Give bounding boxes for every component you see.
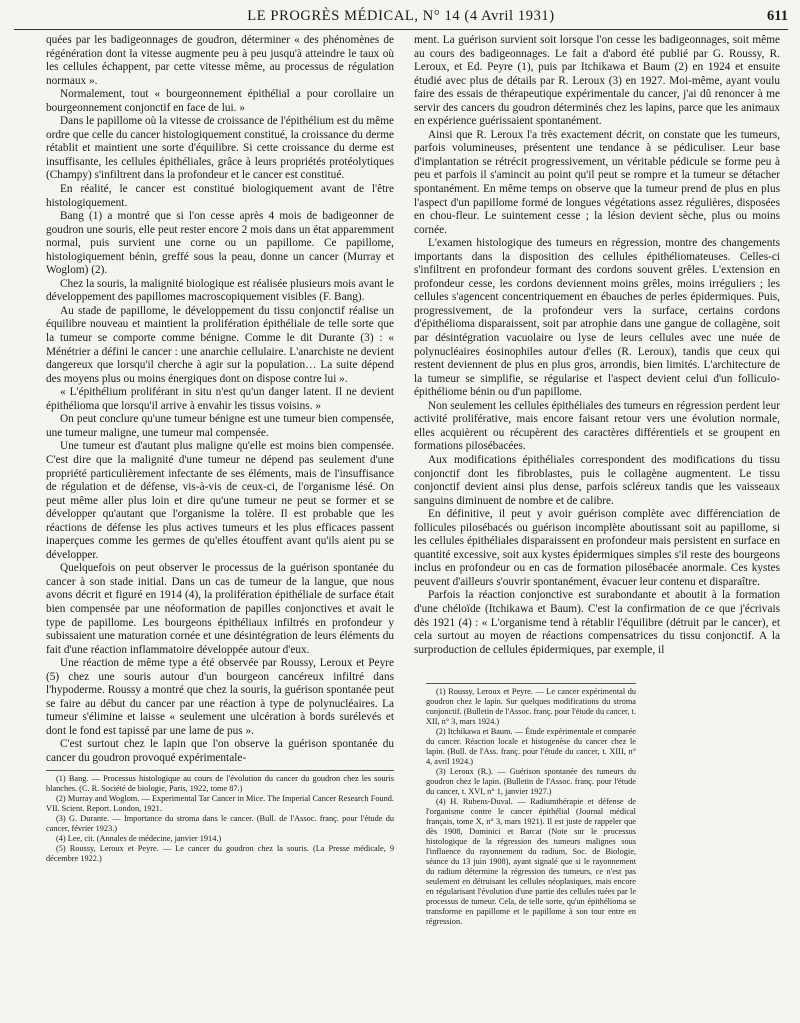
footnote: (1) Roussy, Leroux et Peyre. — Le cancer expérimental du goudron chez le lapin. Sur quelques modifications du stroma conjonctif. (Bulletin de l'Assoc. franç. pour l'étude du cancer, t. XII, n° 3, mars 1924.) — [426, 687, 637, 727]
footnote: (2) Itchikawa et Baum. — Étude expérimentale et comparée du cancer. Réaction locale et histogenèse du cancer chez le lapin. (Bull. de l'Ass. franç. pour l'étude du cancer, t. XIII, n° 4, avril 1924.) — [426, 727, 636, 767]
page-number: 611 — [767, 7, 788, 24]
journal-title: LE PROGRÈS MÉDICAL, N° 14 (4 Avril 1931) — [247, 7, 555, 24]
body-paragraph: En réalité, le cancer est constitué biologiquement avant de l'être histologiquement. — [46, 183, 394, 209]
body-paragraph: Chez la souris, la malignité biologique est réalisée plusieurs mois avant le développement des papillomes macroscopiquement visibles (F. Bang). — [46, 277, 394, 304]
footnote: (3) Leroux (R.). — Guérison spontanée des tumeurs du goudron chez le lapin. (Bulletin de l'Assoc. franç. pour l'étude du cancer, t. XVI, n° 1, janvier 1927.) — [426, 767, 636, 797]
body-paragraph: Bang (1) a montré que si l'on cesse après 4 mois de badigeonner de goudron une souris, elle peut rester encore 2 mois dans un état apparemment normal, puis survient une corne ou un papillome. Ce papillome, histologiquement bénin, greffé sous la peau, donne un cancer (Murray et Woglom) (2). — [46, 210, 394, 277]
body-paragraph: Non seulement les cellules épithéliales des tumeurs en régression perdent leur activité proliférative, mais encore faisant retour vers une évolution normale, elles acquièrent ou récupèrent des caractères différentiels et se groupent en formations pilosébacées. — [414, 399, 780, 453]
footnote: (4) Lee, cit. (Annales de médecine, janvier 1914.) — [56, 833, 222, 843]
footnotes-right — [426, 683, 636, 927]
body-paragraph: On peut conclure qu'une tumeur bénigne est une tumeur bien compensée, une tumeur maligne, une tumeur mal compensée. — [46, 413, 394, 439]
body-paragraph: Normalement, tout « bourgeonnement épithélial a pour corollaire un bourgeonnement conjonctif en face de lui. » — [46, 88, 394, 114]
body-paragraph: Quelquefois on peut observer le processus de la guérison spontanée du cancer à son stade initial. Dans un cas de tumeur de la langue, que nous avons décrit et figuré en 1914 (4), la prolifération épithéliale de surface était bien compensée par une néoformation de papilles conjonctives et avait le type de papillome. Les bourgeons épithéliaux infiltrés en profondeur y subissaient une maturation cornée et une désintégration de leurs éléments du fait d'une réaction inflammatoire développée autour d'eux. — [46, 562, 394, 656]
header-rule — [14, 29, 788, 30]
body-paragraph: quées par les badigeonnages de goudron, déterminer « des phénomènes de régénération dont la vitesse augmente peu à peu jusqu'à atteindre le taux où les cellules échappent, par cette vitesse même, au processus de régulation normaux ». — [46, 34, 394, 87]
body-paragraph: Aux modifications épithéliales correspondent des modifications du tissu conjonctif dont les fibroblastes, puis le collagène augmentent. Le tissu conjonctif devient ainsi plus dense, parfois scléreux tandis que les vaisseaux sanguins diminuent de nombre et de calibre. — [414, 453, 780, 507]
right-column — [414, 34, 780, 1017]
body-paragraph: Au stade de papillome, le développement du tissu conjonctif réalise un équilibre nouveau et maintient la prolifération épithéliale de telle sorte que la tumeur se comporte comme bénigne. Comme le dit Durante (3) : « Ménétrier a défini le cancer : une anarchie cellulaire. L'anarchiste ne devient dangereux que lorsqu'il cherche à agir sur la population… La suite dépend des moyens plus ou moins énergiques dont on dispose contre lui ». — [46, 304, 394, 385]
body-paragraph: Une réaction de même type a été observée par Roussy, Leroux et Peyre (5) chez une souris autour d'un bourgeon cancéreux infiltré dans l'hypoderme. Roussy a montré que chez la souris, la guérison spontanée peut se faire au début du cancer par une réaction à type de polynucléaires. La tumeur s'élimine et laisse « seulement une ulcération à bords surélevés et dont le fond est tapissé par une lame de pus ». — [46, 657, 394, 737]
left-column — [46, 34, 394, 1017]
body-paragraph: Parfois la réaction conjonctive est surabondante et aboutit à la formation d'une chéloïde (Itchikawa et Baum). C'est la confirmation de ce que j'écrivais dès 1921 (4) : « L'organisme tend à rétablir l'équilibre (détruit par le cancer), et cela surtout au moyen de réactions compensatrices du tissu conjonctif. A la surproduction de cellules épidermiques, par exemple, il — [414, 589, 780, 656]
footnote: (2) Murray and Woglom. — Experimental Tar Cancer in Mice. The Imperial Cancer Research Found. VII. Scient. Report. London, 1921. — [46, 793, 394, 813]
footnote: (3) G. Durante. — Importance du stroma dans le cancer. (Bull. de l'Assoc. franç. pour l'étude du cancer, février 1923.) — [46, 813, 394, 833]
body-paragraph: Dans le papillome où la vitesse de croissance de l'épithélium est du même ordre que celle du cancer histologiquement constitué, la croissance du derme rétablit et maintient une sorte d'équilibre. Si cette croissance du derme est insuffisante, les cellules épithéliales, grâce à leurs propriétés protéolytiques (Champy) s'infiltrent dans la profondeur et le cancer est constitué. — [46, 115, 394, 182]
body-paragraph: Une tumeur est d'autant plus maligne qu'elle est moins bien compensée. C'est dire que la malignité d'une tumeur ne dépend pas seulement d'une propriété particulièrement infectante de ses éléments, mais de l'insuffisance de régulation et de défense, vis-à-vis de ceux-ci, de l'organisme lésé. On peut même aller plus loin et dire qu'une tumeur ne peut se former et se développer qu'autant que l'organisme la tolère. Il est probable que les réactions de défense les plus actives tumeurs et les plus efficaces passent inaperçues comme les germes de qu'elles étouffent avant qu'ils aient pu se développer. — [46, 440, 394, 561]
footnote: (1) Bang. — Processus histologique au cours de l'évolution du cancer du goudron chez les souris blanches. (C. R. Société de biologie, Paris, 1922, tome 87.) — [46, 773, 394, 793]
footnote: (4) H. Rubens-Duval. — Radiumthérapie et défense de l'organisme contre le cancer épithélial (Journal médical français, tome X, n° 3, mars 1921). Il est juste de rappeler que dès 1908, Dominici et Barcat (Note sur le processus histologique de la régression des tumeurs malignes sous l'influence du rayonnement du radium, Soc. de Biologie, séance du 13 juin 1908), ayant signalé que si le rayonnement du radium détermine la régression des tumeurs, ce n'est pas seulement en détruisant les cellules néoplasiques, mais encore en régularisant l'évolution d'une partie des cellules tuées par le processus de tumeur. Cela, de telle sorte, qu'un épithélioma se transforme en papillome et le papillome à son tour entre en régression. — [426, 797, 636, 927]
body-paragraph: Ainsi que R. Leroux l'a très exactement décrit, on constate que les tumeurs, parfois volumineuses, présentent une tendance à se pédiculiser. Leur base d'implantation se rétrécit progressivement, un véritable pédicule se forme peu à peu et parfois il s'amincit au point qu'il peut se rompre et la tumeur se détacher spontanément. En même temps on observe que la tumeur prend de plus en plus l'aspect d'un papillome formé de longues végétations assez régulières, disposées en chou-fleur. Le suintement cesse ; la lésion devient sèche, plus ou moins cornée. — [414, 128, 780, 236]
body-paragraph: ment. La guérison survient soit lorsque l'on cesse les badigeonnages, soit même au cours des badigeonnages. Le fait a d'abord été publié par G. Roussy, R. Leroux, et Ed. Peyre (1), puis par Itchikawa et Baum (2) en 1924 et ensuite étudié avec plus de détails par R. Leroux (3) en 1927. Moi-même, ayant voulu faire des essais de thérapeutique expérimentale du cancer, j'ai dû renoncer à me servir des cancers du goudron déterminés chez les lapins, parce que les animaux en expérience guérissaient spontanément. — [414, 34, 780, 128]
footnotes-left — [46, 770, 394, 864]
body-paragraph: « L'épithélium proliférant in situ n'est qu'un danger latent. Il ne devient épithélioma que lorsqu'il arrive à envahir les tissus voisins. » — [46, 386, 394, 412]
body-paragraph: En définitive, il peut y avoir guérison complète avec différenciation de follicules pilosébacés ou guérison incomplète aboutissant soit au papillome, si les cellules épithéliales disparaissent en profondeur mais persistent en surface en quantité excessive, soit aux kystes épidermiques simples s'il reste des bourgeons inclus en profondeur ou en cas de formation pilosébacée anormale. Ces kystes peuvent d'ailleurs s'ouvrir spontanément, évacuer leur contenu et disparaître. — [414, 508, 780, 588]
running-header — [14, 4, 788, 28]
body-paragraph: L'examen histologique des tumeurs en régression, montre des changements importants dans la disposition des cellules épithéliomateuses. Celles-ci s'infiltrent en profondeur formant des cordons souvent grêles. L'extension en profondeur cesse, les cordons deviennent moins grêles, moins irréguliers ; les cellules s'agencent concentriquement en ébauches de perles épidermiques. Puis, progressivement, de la profondeur vers la surface, certains cordons d'épithélioma disparaissent, soit par atrophie dans une gangue de collagène, soit par désintégration vacuolaire ou lyse de leurs cellules avec une nuée de polynucléaires éosinophiles autour d'elles (R. Leroux), tandis que ceux qui restent deviennent de plus en plus gros, arrondis, bien limités. L'architecture de la tumeur se simplifie, se régularise et l'aspect devient celui d'un folliculo-épithéliome bénin ou d'un papillome. — [414, 237, 780, 399]
footnote: (5) Roussy, Leroux et Peyre. — Le cancer du goudron chez la souris. (La Presse médicale, 9 décembre 1922.) — [46, 843, 394, 863]
body-paragraph: C'est surtout chez le lapin que l'on observe la guérison spontanée du cancer du goudron provoqué expérimentale- — [46, 738, 394, 764]
